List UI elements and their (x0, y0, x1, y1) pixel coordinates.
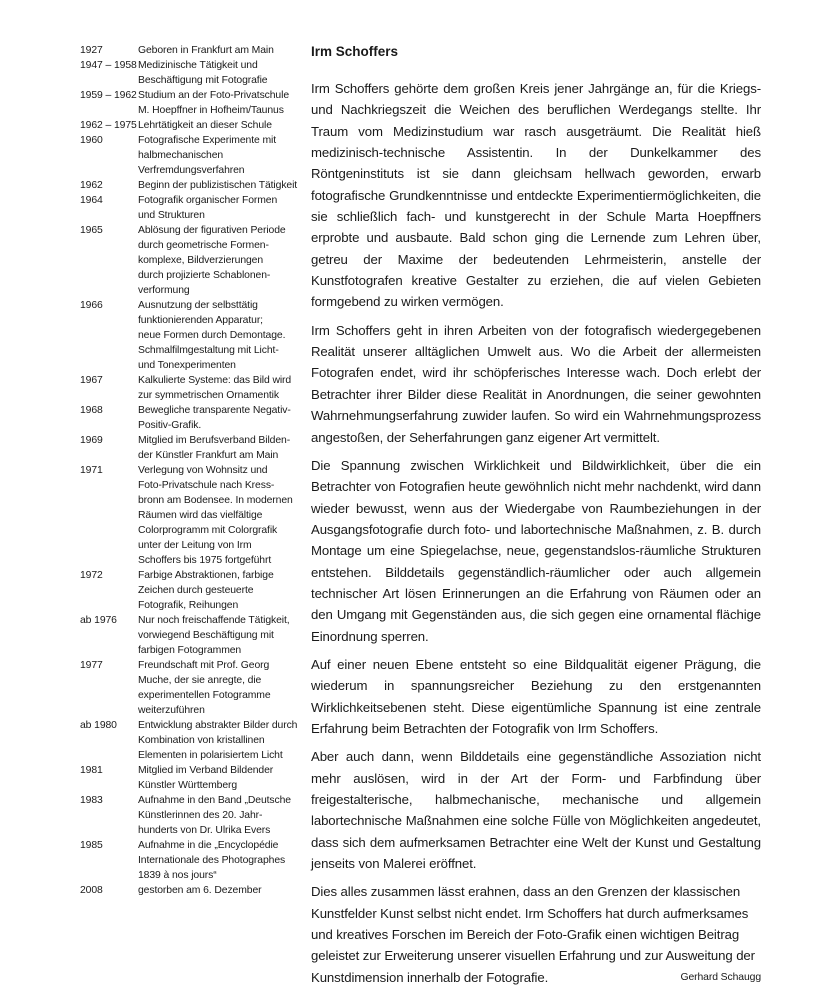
chronology-text: Bewegliche transparente Negativ- Positiv-Grafik. (138, 405, 291, 431)
chronology-text: Lehrtätigkeit an dieser Schule (138, 120, 272, 131)
chronology-year: 1964 (80, 195, 103, 206)
article-title: Irm Schoffers (311, 44, 399, 59)
chronology-year: 1960 (80, 135, 103, 146)
chronology-entry (80, 223, 302, 298)
chronology-text: Ablösung der figurativen Periode durch geometrische Formen- komplexe, Bildverzierungen durch projizierte Schablonen- verformung (138, 225, 286, 296)
chronology-entry (80, 793, 302, 838)
chronology-entry (80, 118, 302, 133)
article-paragraph: Irm Schoffers geht in ihren Arbeiten von der fotografisch wiedergegebenen Realität unserer alltäglichen Umwelt aus. Wo die Arbeit der allermeisten Fotografen endet, wird ihr schöpferisches Interesse wach. Doch erlebt der Betrachter ihrer Bilder diese Realität in Anordnungen, die seiner gewohnten Wahrnehmungserfahrung zuwider laufen. So wird ein Wahrnehmungsprozess angestoßen, der Seherfahrungen ganz eigener Art vermittelt. (311, 322, 761, 445)
chronology-entry (80, 133, 302, 178)
chronology-entry (80, 403, 302, 433)
article-paragraph: Irm Schoffers gehörte dem großen Kreis jener Jahrgänge an, für die Kriegs- und Nachkriegszeit die Weichen des beruflichen Werdegangs stellte. Ihr Traum vom Medizinstudium war rasch ausgeträumt. Die Realität hieß medizinisch-technische Assistentin. In der Dunkelkammer des Röntgeninstituts ist sie dann gleichsam hellwach geworden, erwarb fotografische Grundkenntnisse und entdeckte Experimentiermöglichkeiten, die sie schließlich fach- und kunstgerecht in der Schule Marta Hoepffners erprobte und ausbaute. Bald schon ging die Lernende zum Lehren über, getreu der Maxime der bedeutenden Lehrmeisterin, anstelle der Kunstfotografen kreative Gestalter zu erziehen, die auf vielen Gebieten formgebend zu wirken vermögen. (311, 81, 761, 310)
chronology-text: Verlegung von Wohnsitz und Foto-Privatschule nach Kress- bronn am Bodensee. In modernen Räumen wird das vielfältige Colorprogramm mit Colorgrafik unter der Leitung von Irm Schoffers bis 1975 fortgeführt (138, 465, 293, 566)
chronology-year: 1985 (80, 840, 103, 851)
chronology-entry (80, 88, 302, 118)
chronology-year: ab 1976 (80, 615, 117, 626)
chronology-text: Studium an der Foto-Privatschule M. Hoepffner in Hofheim/Taunus (138, 90, 290, 116)
chronology-year: 1977 (80, 660, 103, 671)
chronology-entry (80, 463, 302, 568)
chronology-entry (80, 373, 302, 403)
chronology-year: 1927 (80, 45, 103, 56)
chronology-entry (80, 178, 302, 193)
chronology-text: Freundschaft mit Prof. Georg Muche, der sie anregte, die experimentellen Fotogramme weiterzuführen (138, 660, 271, 716)
chronology-entry (80, 718, 302, 763)
article (311, 43, 761, 995)
chronology-entry (80, 193, 302, 223)
chronology-year: 1971 (80, 465, 103, 476)
chronology-text: Farbige Abstraktionen, farbige Zeichen durch gesteuerte Fotografik, Reihungen (138, 570, 274, 611)
chronology-year: 1983 (80, 795, 103, 806)
chronology-entry (80, 568, 302, 613)
chronology-year: 1972 (80, 570, 103, 581)
chronology-year: 1969 (80, 435, 103, 446)
chronology-year: 1968 (80, 405, 103, 416)
chronology-entry (80, 433, 302, 463)
chronology-year: 1959 – 1962 (80, 90, 137, 101)
chronology-year: 1962 – 1975 (80, 120, 137, 131)
chronology-year: 1981 (80, 765, 103, 776)
chronology-year: 2008 (80, 885, 103, 896)
article-paragraph: Dies alles zusammen lässt erahnen, dass an den Grenzen der klassischen Kunstfelder Kunst selbst nicht endet. Irm Schoffers hat durch aufmerksames und kreatives Forschen im Bereich der Foto-Grafik einen wichtigen Beitrag geleistet zur Erweiterung unserer visuellen Erfahrung und zur Ausweitung der Kunstdimension innerhalb der Fotografie. (311, 884, 755, 985)
chronology-entry (80, 838, 302, 883)
chronology-list (80, 43, 302, 898)
chronology-text: Ausnutzung der selbsttätig funktionierenden Apparatur; neue Formen durch Demontage. Schmalfilmgestaltung mit Licht- und Tonexperimenten (138, 300, 286, 371)
chronology-entry (80, 43, 302, 58)
chronology-entry (80, 763, 302, 793)
chronology-text: Kalkulierte Systeme: das Bild wird zur symmetrischen Ornamentik (138, 375, 292, 401)
chronology-text: Entwicklung abstrakter Bilder durch Kombination von kristallinen Elementen in polarisiertem Licht (138, 720, 298, 761)
chronology-text: Aufnahme in die „Encyclopédie Internationale des Photographes 1839 à nos jours“ (138, 840, 286, 881)
chronology-year: 1967 (80, 375, 103, 386)
chronology-text: Nur noch freischaffende Tätigkeit, vorwiegend Beschäftigung mit farbigen Fotogrammen (138, 615, 290, 656)
chronology-year: 1966 (80, 300, 103, 311)
chronology-text: Fotografische Experimente mit halbmechanischen Verfremdungsverfahren (138, 135, 277, 176)
chronology-year: 1962 (80, 180, 103, 191)
chronology-text: Beginn der publizistischen Tätigkeit (138, 180, 298, 191)
chronology-year: ab 1980 (80, 720, 117, 731)
chronology-year: 1947 – 1958 (80, 60, 137, 71)
article-paragraph: Die Spannung zwischen Wirklichkeit und Bildwirklichkeit, über die ein Betrachter von Fotografien heute gewöhnlich nicht mehr nachdenkt, wird dann wieder bewusst, wenn aus der Wiedergabe von Raumbeziehungen in der Ausgangsfotografie durch foto- und labortechnische Maßnahmen, z. B. durch Montage um eine Spiegelachse, neue, gegenstandslos-räumliche Strukturen entstehen. Bilddetails gegenständlich-räumlicher oder auch allgemein technischer Art lösen Erinnerungen an die Erfahrung von Räumen oder an den Umgang mit Gegenständen aus, die sich gegen eine ornamental flächige Einordnung sperren. (311, 457, 761, 644)
chronology-entry (80, 298, 302, 373)
article-paragraph: Auf einer neuen Ebene entsteht so eine Bildqualität eigener Prägung, die wiederum in spannungsreicher Beziehung zu den erstgenannten Wirklichkeitsebenen steht. Diese eigentümliche Spannung ist eine zentrale Erfahrung beim Betrachten der Fotografik von Irm Schoffers. (311, 656, 761, 736)
author-signature: Gerhard Schaugg (680, 972, 761, 984)
chronology-text: gestorben am 6. Dezember (138, 885, 262, 896)
chronology-text: Geboren in Frankfurt am Main (138, 45, 274, 56)
chronology-year: 1965 (80, 225, 103, 236)
chronology-entry (80, 883, 302, 898)
chronology-text: Fotografik organischer Formen und Strukturen (138, 195, 278, 221)
chronology-entry (80, 58, 302, 88)
article-paragraph: Aber auch dann, wenn Bilddetails eine gegenständliche Assoziation nicht mehr auslösen, wird in der Art der Form- und Farbfindung über freigestalterische, halbmechanische, mechanische und allgemein labortechnische Maßnahmen eine solche Fülle von Möglichkeiten angedeutet, dass sich dem aufmerksamen Betrachter eine Welt der Kunst und Gestaltung jenseits von Malerei eröffnet. (311, 749, 761, 872)
chronology-text: Mitglied im Verband Bildender Künstler Württemberg (138, 765, 274, 791)
chronology-text: Medizinische Tätigkeit und Beschäftigung mit Fotografie (138, 60, 268, 86)
chronology-entry (80, 613, 302, 658)
chronology-text: Mitglied im Berufsverband Bilden- der Künstler Frankfurt am Main (138, 435, 291, 461)
chronology-text: Aufnahme in den Band „Deutsche Künstlerinnen des 20. Jahr- hunderts von Dr. Ulrika Evers (138, 795, 291, 836)
chronology-entry (80, 658, 302, 718)
article-paragraph-last (311, 881, 761, 988)
